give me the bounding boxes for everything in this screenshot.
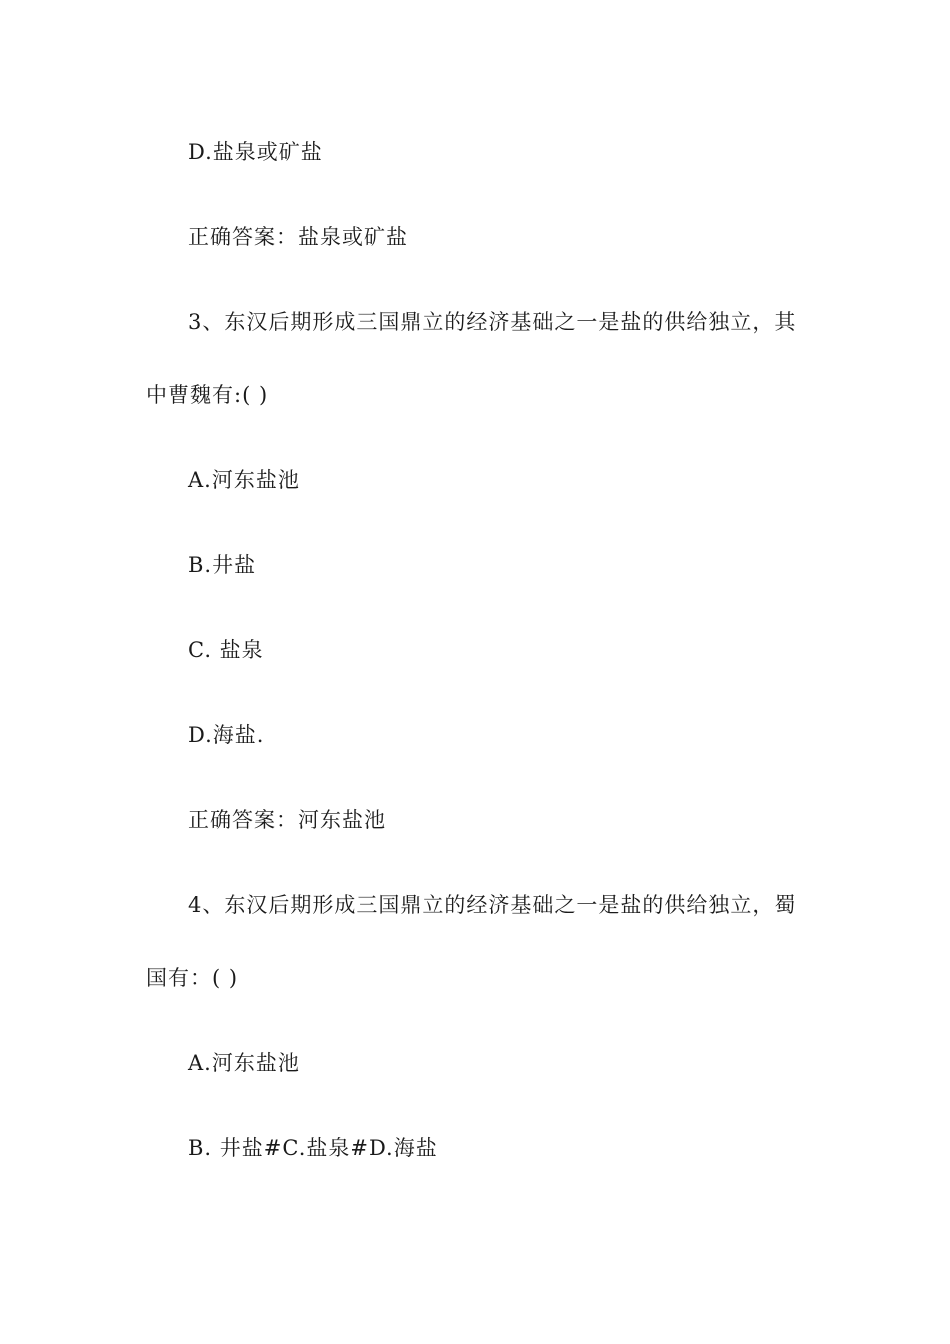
q3-question-line-2: 中曹魏有:( ) (146, 383, 269, 407)
q2-correct-answer: 正确答案：盐泉或矿盐 (188, 225, 408, 249)
q3-correct-answer: 正确答案：河东盐池 (188, 808, 386, 832)
q4-question-line-2: 国有：( ) (146, 966, 239, 990)
q3-option-a: A.河东盐池 (188, 468, 300, 492)
q3-option-b: B.井盐 (188, 553, 257, 577)
q4-option-a: A.河东盐池 (188, 1051, 300, 1075)
q4-options-bcd: B. 井盐#C.盐泉#D.海盐 (188, 1136, 438, 1160)
q3-option-c: C. 盐泉 (188, 638, 264, 662)
q3-question-line-1: 3、东汉后期形成三国鼎立的经济基础之一是盐的供给独立，其 (188, 310, 797, 334)
q3-option-d: D.海盐. (188, 723, 265, 747)
q4-question-line-1: 4、东汉后期形成三国鼎立的经济基础之一是盐的供给独立，蜀 (188, 893, 797, 917)
q2-option-d: D.盐泉或矿盐 (188, 140, 323, 164)
